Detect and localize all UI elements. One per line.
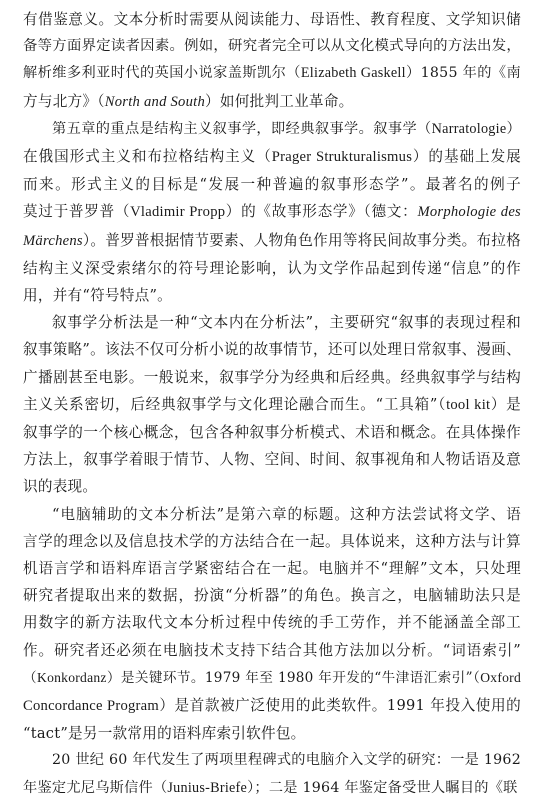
text-run: 第五章的重点是结构主义叙事学，即经典叙事学。叙事学（ bbox=[52, 120, 432, 137]
text-run: 主义关系密切，后经典叙事学与文化理论融合而生。“工具箱”（ bbox=[23, 395, 447, 413]
text-run: 解析维多利亚时代的英国小说家盖斯凯尔（ bbox=[23, 65, 301, 82]
text-line bbox=[23, 6, 521, 33]
italic-run: North and South bbox=[104, 93, 206, 110]
text-line bbox=[23, 528, 521, 555]
text-run: 言学的理念以及信息技术学的方法结合在一起。具体说来，这种方法与计算 bbox=[23, 532, 521, 550]
paragraph-5 bbox=[23, 747, 521, 801]
text-run: 机语言学和语料库语言学紧密结合在一起。电脑并不“理解”文本，只处理 bbox=[23, 560, 521, 578]
text-run: Oxford bbox=[480, 669, 521, 685]
text-run: 备等方面界定读者因素。例如，研究者完全可以从文化模式导向的方法出发， bbox=[23, 38, 521, 55]
text-run: Elizabeth Gaskell bbox=[300, 65, 406, 82]
text-run: ）的《故事形态学》（德文： bbox=[225, 203, 418, 221]
text-run: 用数字的新方法取代文本分析过程中传统的手工劳作，并不能涵盖全部工 bbox=[23, 614, 521, 632]
text-line bbox=[23, 198, 521, 226]
text-run: ）是 bbox=[490, 395, 521, 413]
text-line bbox=[23, 227, 521, 255]
text-run: ）是关键环节。1979 年至 1980 年开发的“牛津语汇索引”（ bbox=[106, 669, 481, 686]
text-run: “电脑辅助的文本分析法”是第六章的标题。这种方法尝试将文学、语 bbox=[52, 505, 521, 523]
text-line bbox=[23, 720, 521, 747]
text-line bbox=[23, 171, 521, 198]
text-line bbox=[23, 33, 521, 60]
text-run: 结构主义深受索绪尔的符号理论影响，认为文学作品起到传递“信息”的作 bbox=[23, 259, 521, 277]
text-run: 研究者提取出来的数据，扮演“分析器”的角色。换言之，电脑辅助法只是 bbox=[23, 587, 521, 605]
document-page bbox=[23, 6, 521, 802]
text-line bbox=[23, 609, 521, 636]
text-run: ）；二是 1964 年鉴定备受世人瞩目的《联 bbox=[247, 779, 518, 796]
text-run: ）。普罗普根据情节要素、人物角色作用等将民间故事分类。布拉格 bbox=[82, 231, 521, 249]
text-run: 叙事策略”。该法不仅可分析小说的故事情节，还可以处理日常叙事、漫画、 bbox=[23, 341, 521, 359]
text-line bbox=[23, 637, 521, 664]
text-run: Prager Strukturalismus bbox=[271, 149, 413, 166]
italic-run: Märchens bbox=[23, 232, 83, 249]
text-line bbox=[23, 446, 521, 473]
paragraph-2 bbox=[23, 116, 521, 309]
text-run: Junius-Briefe bbox=[167, 779, 248, 796]
paragraph-4 bbox=[23, 501, 521, 748]
text-line bbox=[23, 747, 521, 774]
text-run: 作。研究者还必须在电脑技术支持下结合其他方法加以分析。“词语索引” bbox=[23, 641, 521, 659]
text-line bbox=[23, 555, 521, 582]
text-run: 方与北方》（ bbox=[23, 92, 105, 110]
text-run: 方法上，叙事学着眼于情节、人物、空间、时间、叙事视角和人物话语及意 bbox=[23, 451, 521, 469]
text-run: tool kit bbox=[446, 396, 491, 413]
text-run: ）1855 年的《南 bbox=[405, 65, 521, 82]
text-line bbox=[23, 419, 521, 446]
text-line bbox=[23, 501, 521, 528]
text-run: ） bbox=[506, 120, 521, 137]
text-run: 广播剧甚至电影。一般说来，叙事学分为经典和后经典。经典叙事学与结构 bbox=[23, 368, 521, 386]
text-run: 叙事学分析法是一种“文本内在分析法”，主要研究“叙事的表现过程和 bbox=[52, 314, 521, 332]
text-line bbox=[23, 364, 521, 391]
text-line bbox=[23, 336, 521, 363]
text-run: ）是首款被广泛使用的此类软件。1991 年投入使用的 bbox=[158, 697, 521, 715]
text-run: 有借鉴意义。文本分析时需要从阅读能力、母语性、教育程度、文学知识储 bbox=[23, 11, 521, 28]
text-line bbox=[23, 282, 521, 309]
text-line bbox=[23, 582, 521, 609]
italic-run: Morphologie des bbox=[417, 204, 521, 221]
text-line bbox=[23, 255, 521, 282]
text-run: ）如何批判工业革命。 bbox=[205, 92, 354, 110]
text-line bbox=[23, 60, 521, 87]
text-run: 莫过于普罗普（ bbox=[23, 203, 131, 221]
text-run: 而来。形式主义的目标是“发展一种普遍的叙事形态学”。最著名的例子 bbox=[23, 176, 521, 194]
text-run: 20 世纪 60 年代发生了两项里程碑式的电脑介入文学的研究：一是 1962 bbox=[52, 752, 521, 769]
text-run: （ bbox=[23, 669, 38, 686]
text-line bbox=[23, 692, 521, 720]
text-run: 用，并有“符号特点”。 bbox=[23, 287, 173, 305]
text-line bbox=[23, 473, 521, 500]
text-run: Vladimir Propp bbox=[130, 204, 226, 221]
text-run: 年鉴定尤尼乌斯信件（ bbox=[23, 779, 168, 796]
text-run: Narratologie bbox=[431, 120, 507, 137]
text-run: Konkordanz bbox=[37, 669, 107, 685]
text-run: 识的表现。 bbox=[23, 478, 98, 496]
text-run: 叙事学的一个核心概念，包含各种叙事分析模式、术语和概念。在具体操作 bbox=[23, 424, 521, 442]
text-run: ）的基础上发展 bbox=[412, 148, 521, 166]
paragraph-1 bbox=[23, 6, 521, 116]
text-run: Concordance Program bbox=[23, 698, 159, 715]
text-run: “tact”是另一款常用的语料库索引软件包。 bbox=[23, 725, 306, 743]
text-line bbox=[23, 309, 521, 336]
text-line bbox=[23, 116, 521, 143]
text-line bbox=[23, 143, 521, 171]
text-line bbox=[23, 664, 521, 692]
text-run: 在俄国形式主义和布拉格结构主义（ bbox=[23, 148, 272, 166]
text-line bbox=[23, 391, 521, 419]
text-line bbox=[23, 775, 521, 802]
text-line bbox=[23, 88, 521, 116]
paragraph-3 bbox=[23, 309, 521, 500]
